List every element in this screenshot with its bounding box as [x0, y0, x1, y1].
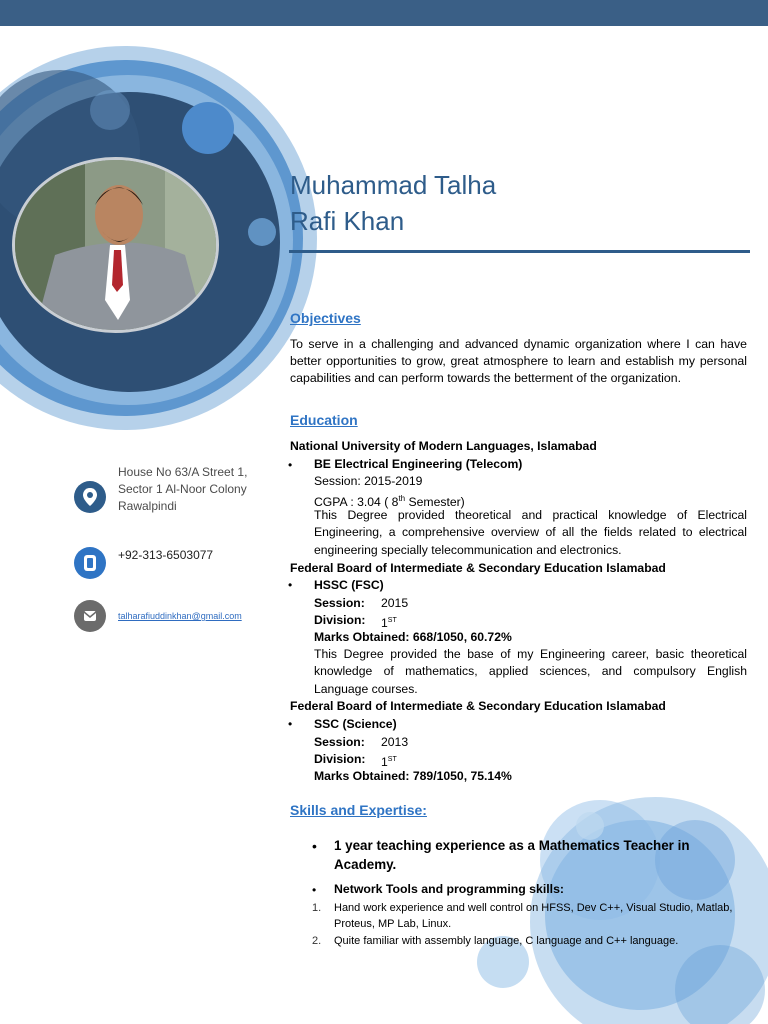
objectives-heading: Objectives — [290, 310, 361, 326]
hssc-session: Session: 2015 — [314, 596, 409, 610]
skill-item-teaching: 1 year teaching experience as a Mathematics Teacher in Academy. — [334, 838, 690, 872]
name-line-1: Muhammad Talha — [290, 170, 497, 200]
skill-item-network: Network Tools and programming skills: — [334, 882, 565, 896]
skills-heading: Skills and Expertise: — [290, 802, 427, 818]
sub-item-number: 2. — [312, 935, 322, 947]
ssc-marks: Marks Obtained: 789/1050, 75.14% — [314, 769, 512, 783]
candidate-name — [290, 167, 496, 239]
hssc-description: This Degree provided the base of my Engineering career, basic theoretical knowledge of mathematics, applied sciences, and compulsory English Language courses. — [314, 647, 747, 696]
education-heading: Education — [290, 412, 358, 428]
hssc-degree: HSSC (FSC) — [314, 578, 384, 592]
phone-icon — [74, 547, 106, 579]
bullet-icon: • — [312, 838, 317, 854]
be-description: This Degree provided theoretical and practical knowledge of Electrical Engineering, a comprehensive overview of all the fields related to electrical engineering specially telecommunication and electronics. — [314, 508, 747, 557]
board-2: Federal Board of Intermediate & Secondary Education Islamabad — [290, 699, 666, 713]
hssc-marks: Marks Obtained: 668/1050, 60.72% — [314, 630, 512, 644]
profile-photo — [12, 157, 219, 333]
skill-sub-item-1: Hand work experience and well control on HFSS, Dev C++, Visual Studio, Matlab, Proteus, MP Lab, Linux. — [334, 902, 733, 930]
skill-sub-item-2: Quite familiar with assembly language, C language and C++ language. — [334, 935, 679, 947]
objectives-text: To serve in a challenging and advanced dynamic organization where I can have better opportunities to grow, great atmosphere to learn and establish my personal capabilities and can perform towards the betterment of the organization. — [290, 337, 747, 385]
bullet-icon: • — [288, 717, 293, 731]
sub-item-number: 1. — [312, 902, 322, 914]
bullet-icon: • — [288, 578, 293, 592]
name-divider — [289, 250, 750, 253]
person-avatar-icon — [15, 160, 216, 330]
ssc-session: Session: 2013 — [314, 735, 409, 749]
mail-icon — [74, 600, 106, 632]
ssc-degree: SSC (Science) — [314, 717, 397, 731]
hssc-division: Division: 1ST — [314, 613, 397, 631]
bullet-icon: • — [288, 458, 293, 472]
email-link[interactable]: talharafiuddinkhan@gmail.com — [118, 611, 242, 621]
be-session: Session: 2015-2019 — [314, 474, 423, 488]
bullet-icon: • — [312, 883, 317, 897]
university-name: National University of Modern Languages, Islamabad — [290, 439, 597, 453]
board-1: Federal Board of Intermediate & Secondary Education Islamabad — [290, 561, 666, 575]
address-text: House No 63/A Street 1, Sector 1 Al-Noor Colony Rawalpindi — [118, 465, 248, 513]
name-line-2: Rafi Khan — [290, 206, 405, 236]
be-cgpa: CGPA : 3.04 ( 8th Semester) — [314, 494, 465, 510]
phone-text: +92-313-6503077 — [118, 548, 214, 562]
location-pin-icon — [74, 481, 106, 513]
be-degree: BE Electrical Engineering (Telecom) — [314, 457, 523, 471]
ssc-division: Division: 1ST — [314, 752, 397, 770]
